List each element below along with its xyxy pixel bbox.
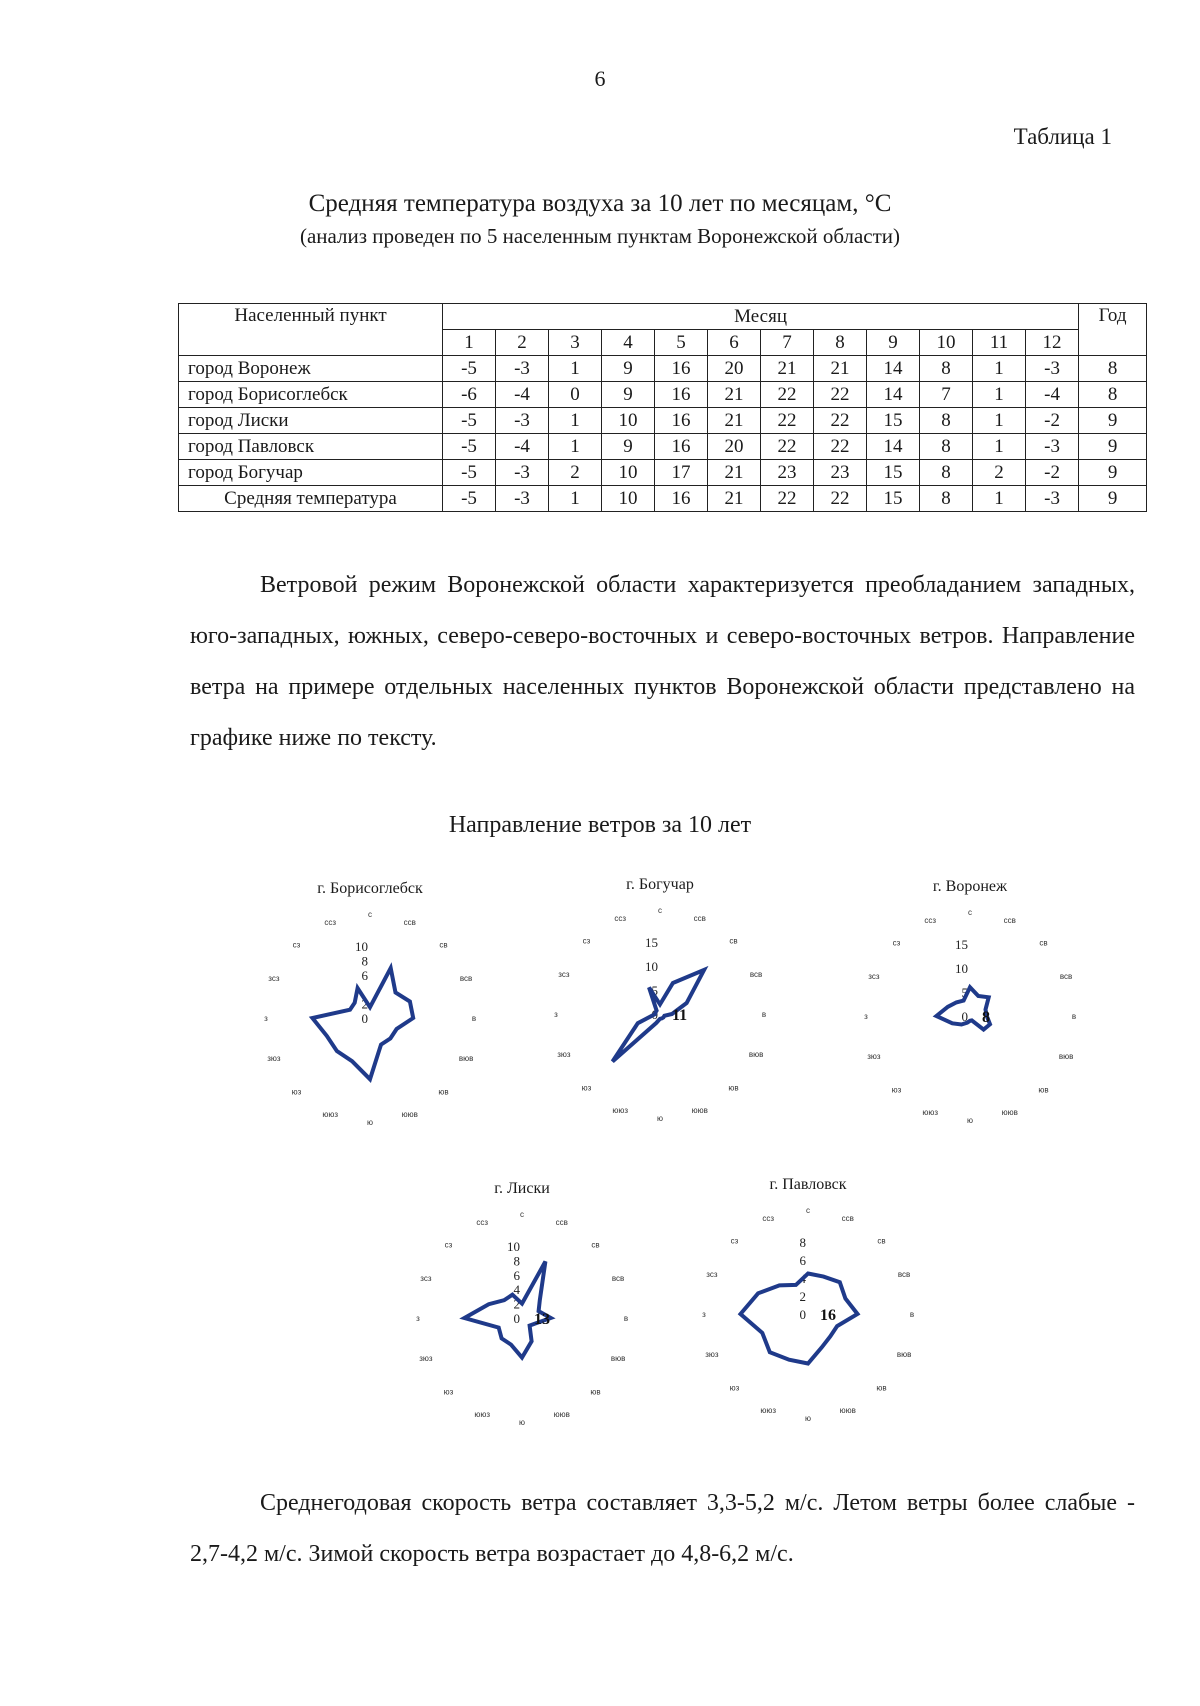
temperature-cell: 1 — [549, 486, 602, 512]
tick-label: 10 — [955, 961, 968, 976]
direction-label: ссв — [555, 1217, 568, 1227]
direction-label: юв — [590, 1387, 601, 1397]
temperature-cell: -4 — [1026, 382, 1079, 408]
calm-value: 16 — [820, 1307, 836, 1324]
temperature-cell: 8 — [920, 408, 973, 434]
roses-title: Направление ветров за 10 лет — [448, 812, 752, 838]
page-number: 6 — [594, 66, 606, 91]
tick-label: 10 — [355, 939, 368, 954]
temperature-cell: 22 — [761, 382, 814, 408]
temperature-cell: 1 — [549, 408, 602, 434]
direction-label: в — [761, 1010, 767, 1019]
table-row — [179, 356, 1147, 382]
month-header-cell: 9 — [867, 330, 920, 356]
temperature-cell: 15 — [867, 408, 920, 434]
temperature-cell: 9 — [602, 434, 655, 460]
temperature-cell: 15 — [867, 460, 920, 486]
temperature-cell: 1 — [549, 356, 602, 382]
direction-label: з — [554, 1010, 558, 1019]
temperature-cell: 16 — [655, 356, 708, 382]
temperature-cell: -3 — [496, 486, 549, 512]
rose-title: г. Лиски — [494, 1180, 550, 1197]
year-cell: 9 — [1079, 460, 1147, 486]
temperature-cell: 8 — [920, 356, 973, 382]
temperature-cell: 8 — [920, 486, 973, 512]
temperature-cell: 22 — [814, 486, 867, 512]
direction-label: ююз — [612, 1106, 629, 1116]
direction-label: в — [1071, 1012, 1077, 1021]
direction-label: юз — [443, 1387, 454, 1397]
direction-label: с — [806, 1206, 810, 1215]
table-label: Таблица 1 — [1013, 124, 1112, 149]
temperature-cell: 7 — [920, 382, 973, 408]
month-header-cell: 1 — [443, 330, 496, 356]
tick-label: 2 — [799, 1289, 806, 1304]
temperature-cell: 8 — [920, 434, 973, 460]
temperature-cell: -3 — [496, 356, 549, 382]
temperature-cell: -3 — [1026, 356, 1079, 382]
direction-label: ю — [657, 1114, 663, 1123]
temperature-table — [178, 303, 1147, 512]
direction-label: св — [1039, 938, 1048, 948]
year-cell: 8 — [1079, 356, 1147, 382]
direction-label: ююз — [922, 1108, 939, 1118]
tick-label: 0 — [799, 1307, 806, 1322]
tick-label: 10 — [507, 1239, 520, 1254]
year-cell: 9 — [1079, 408, 1147, 434]
direction-label: ююв — [839, 1406, 856, 1416]
direction-label: ю — [967, 1116, 973, 1125]
temperature-cell: 14 — [867, 356, 920, 382]
rose-title: г. Богучар — [626, 876, 694, 893]
header-place: Населенный пункт — [179, 304, 443, 356]
tick-label: 5 — [961, 985, 968, 1000]
direction-label: всв — [1059, 972, 1073, 982]
temperature-cell: 2 — [549, 460, 602, 486]
temperature-cell: -3 — [1026, 434, 1079, 460]
direction-label: с — [658, 906, 662, 915]
direction-label: ссз — [614, 913, 627, 923]
temperature-cell: 1 — [973, 382, 1026, 408]
temperature-cell: 20 — [708, 434, 761, 460]
month-header-cell: 12 — [1026, 330, 1079, 356]
direction-label: всв — [459, 974, 473, 984]
direction-label: з — [264, 1014, 268, 1023]
year-cell: 9 — [1079, 434, 1147, 460]
temperature-cell: 0 — [549, 382, 602, 408]
direction-label: с — [968, 908, 972, 917]
direction-label: ююв — [401, 1110, 418, 1120]
table-title: Средняя температура воздуха за 10 лет по месяцам, °С — [308, 190, 892, 217]
temperature-cell: 2 — [973, 460, 1026, 486]
tick-label: 6 — [361, 967, 368, 983]
wind-rose-line — [464, 1262, 550, 1358]
temperature-cell: -2 — [1026, 460, 1079, 486]
direction-label: з — [416, 1314, 420, 1323]
tick-label: 4 — [799, 1271, 806, 1286]
temperature-cell: 16 — [655, 408, 708, 434]
header-year: Год — [1079, 304, 1147, 356]
tick-label: 5 — [651, 983, 658, 998]
temperature-cell: 23 — [814, 460, 867, 486]
direction-label: юз — [729, 1383, 740, 1393]
tick-label: 8 — [361, 953, 368, 969]
direction-label: св — [877, 1236, 886, 1246]
direction-label: ю — [805, 1414, 811, 1423]
direction-label: св — [729, 936, 738, 946]
direction-label: ссв — [1003, 915, 1016, 925]
tick-label: 6 — [799, 1253, 806, 1268]
temperature-cell: 9 — [602, 356, 655, 382]
temperature-cell: 22 — [761, 434, 814, 460]
direction-label: зюз — [267, 1053, 281, 1063]
calm-value: 11 — [672, 1007, 688, 1024]
tick-label: 8 — [513, 1253, 520, 1269]
temperature-cell: 23 — [761, 460, 814, 486]
temperature-cell: -3 — [496, 460, 549, 486]
wind-rose-borisoglebsk — [250, 880, 490, 1130]
tick-label: 10 — [645, 959, 658, 974]
direction-label: ююз — [322, 1110, 339, 1120]
tick-label: 2 — [361, 996, 368, 1012]
direction-label: ююв — [1001, 1108, 1018, 1118]
temperature-cell: 21 — [761, 356, 814, 382]
direction-label: ссв — [693, 913, 706, 923]
rose-title: г. Борисоглебск — [317, 880, 423, 897]
calm-value: 13 — [534, 1311, 550, 1328]
rose-title: г. Воронеж — [932, 878, 1008, 895]
table-average-row — [179, 486, 1147, 512]
direction-label: сз — [292, 940, 301, 950]
place-cell: город Богучар — [179, 460, 443, 486]
direction-label: в — [471, 1014, 477, 1023]
month-header-cell: 7 — [761, 330, 814, 356]
wind-rose-line — [613, 970, 705, 1062]
place-cell: Средняя температура — [179, 486, 443, 512]
direction-label: юв — [1038, 1085, 1049, 1095]
wind-rose-boguchar — [540, 876, 780, 1126]
temperature-cell: 22 — [814, 408, 867, 434]
direction-label: зсз — [706, 1270, 718, 1280]
rose-chart — [688, 1176, 928, 1426]
temperature-cell: 21 — [708, 408, 761, 434]
wind-rose-liski — [402, 1180, 642, 1430]
tick-label: 4 — [513, 1282, 520, 1298]
temperature-cell: -3 — [1026, 486, 1079, 512]
temperature-cell: 1 — [973, 486, 1026, 512]
temperature-cell: 10 — [602, 408, 655, 434]
tick-label: 0 — [361, 1011, 368, 1026]
temperature-cell: 22 — [814, 382, 867, 408]
year-cell: 9 — [1079, 486, 1147, 512]
direction-label: ююв — [691, 1106, 708, 1116]
temperature-cell: 1 — [973, 434, 1026, 460]
temperature-cell: 14 — [867, 434, 920, 460]
temperature-cell: 8 — [920, 460, 973, 486]
table-header-row — [179, 304, 1147, 330]
temperature-cell: 22 — [761, 486, 814, 512]
direction-label: св — [591, 1240, 600, 1250]
temperature-cell: 22 — [814, 434, 867, 460]
direction-label: вюв — [610, 1353, 626, 1363]
month-header-cell: 3 — [549, 330, 602, 356]
month-header-cell: 11 — [973, 330, 1026, 356]
direction-label: юв — [876, 1383, 887, 1393]
direction-label: вюв — [896, 1349, 912, 1359]
paragraph-wind-regime: Ветровой режим Воронежской области характеризуется преобладанием западных, юго-западных, южных, северо-северо-восточных и северо-восточных ветров. Направление ветра на примере отдельных населенных пунктов Воронежской области представлено на графике ниже по тексту. — [190, 572, 1135, 751]
tick-label: 0 — [651, 1007, 658, 1022]
direction-label: в — [623, 1314, 629, 1323]
temperature-cell: -4 — [496, 434, 549, 460]
tick-label: 15 — [645, 935, 658, 950]
direction-label: юз — [581, 1083, 592, 1093]
direction-label: сз — [582, 936, 591, 946]
table-row — [179, 408, 1147, 434]
direction-label: св — [439, 940, 448, 950]
month-header-cell: 5 — [655, 330, 708, 356]
direction-label: ссв — [841, 1213, 854, 1223]
tick-label: 0 — [513, 1311, 520, 1326]
wind-rose-pavlovsk — [688, 1176, 928, 1426]
direction-label: зюз — [867, 1051, 881, 1061]
place-cell: город Лиски — [179, 408, 443, 434]
rose-chart — [250, 880, 490, 1130]
place-cell: город Борисоглебск — [179, 382, 443, 408]
tick-label: 0 — [961, 1009, 968, 1024]
direction-label: юв — [438, 1087, 449, 1097]
temperature-cell: 21 — [708, 382, 761, 408]
direction-label: зюз — [557, 1049, 571, 1059]
table-row — [179, 434, 1147, 460]
temperature-cell: -5 — [443, 408, 496, 434]
direction-label: с — [368, 910, 372, 919]
month-header-cell: 4 — [602, 330, 655, 356]
direction-label: ссз — [476, 1217, 489, 1227]
paragraph-wind-speed: Среднегодовая скорость ветра составляет 3,3-5,2 м/с. Летом ветры более слабые - 2,7-4,2 м/с. Зимой скорость ветра возрастает до 4,8-6,2 м/с. — [190, 1490, 1135, 1567]
temperature-cell: 10 — [602, 460, 655, 486]
temperature-cell: -5 — [443, 486, 496, 512]
direction-label: сз — [892, 938, 901, 948]
table-subtitle: (анализ проведен по 5 населенным пунктам Воронежской области) — [299, 224, 901, 248]
temperature-cell: -5 — [443, 356, 496, 382]
rose-chart — [540, 876, 780, 1126]
temperature-cell: 16 — [655, 486, 708, 512]
wind-rose-voronezh — [850, 878, 1090, 1128]
temperature-cell: 21 — [814, 356, 867, 382]
direction-label: з — [702, 1310, 706, 1319]
direction-label: ссв — [403, 917, 416, 927]
temperature-cell: -6 — [443, 382, 496, 408]
year-cell: 8 — [1079, 382, 1147, 408]
place-cell: город Павловск — [179, 434, 443, 460]
month-header-cell: 2 — [496, 330, 549, 356]
direction-label: всв — [749, 970, 763, 980]
direction-label: сз — [444, 1240, 453, 1250]
direction-label: зсз — [268, 974, 280, 984]
temperature-cell: -3 — [496, 408, 549, 434]
direction-label: всв — [611, 1274, 625, 1284]
direction-label: сз — [730, 1236, 739, 1246]
temperature-cell: 22 — [761, 408, 814, 434]
temperature-cell: 1 — [549, 434, 602, 460]
temperature-cell: 15 — [867, 486, 920, 512]
temperature-cell: 17 — [655, 460, 708, 486]
direction-label: юв — [728, 1083, 739, 1093]
temperature-cell: 10 — [602, 486, 655, 512]
direction-label: вюв — [458, 1053, 474, 1063]
header-month: Месяц — [443, 304, 1079, 330]
direction-label: зсз — [868, 972, 880, 982]
direction-label: ююв — [553, 1410, 570, 1420]
direction-label: зюз — [705, 1349, 719, 1359]
month-header-cell: 8 — [814, 330, 867, 356]
direction-label: ю — [367, 1118, 373, 1127]
temperature-cell: 20 — [708, 356, 761, 382]
temperature-cell: -5 — [443, 460, 496, 486]
table-row — [179, 460, 1147, 486]
direction-label: ю — [519, 1418, 525, 1427]
direction-label: зсз — [558, 970, 570, 980]
rose-chart — [850, 878, 1090, 1128]
temperature-cell: -4 — [496, 382, 549, 408]
direction-label: вюв — [748, 1049, 764, 1059]
tick-label: 6 — [513, 1267, 520, 1283]
temperature-cell: 21 — [708, 486, 761, 512]
table-row — [179, 382, 1147, 408]
direction-label: з — [864, 1012, 868, 1021]
direction-label: юз — [291, 1087, 302, 1097]
temperature-cell: -5 — [443, 434, 496, 460]
temperature-cell: 1 — [973, 356, 1026, 382]
direction-label: зюз — [419, 1353, 433, 1363]
direction-label: юз — [891, 1085, 902, 1095]
temperature-cell: 16 — [655, 434, 708, 460]
rose-chart — [402, 1180, 642, 1430]
direction-label: вюв — [1058, 1051, 1074, 1061]
tick-label: 8 — [799, 1235, 806, 1250]
tick-label: 15 — [955, 937, 968, 952]
temperature-cell: 21 — [708, 460, 761, 486]
direction-label: ссз — [324, 917, 337, 927]
rose-title: г. Павловск — [769, 1176, 847, 1193]
month-header-cell: 6 — [708, 330, 761, 356]
temperature-cell: 9 — [602, 382, 655, 408]
direction-label: всв — [897, 1270, 911, 1280]
month-header-cell: 10 — [920, 330, 973, 356]
temperature-cell: 16 — [655, 382, 708, 408]
direction-label: ююз — [760, 1406, 777, 1416]
direction-label: ссз — [762, 1213, 775, 1223]
calm-value: 8 — [982, 1009, 990, 1026]
direction-label: в — [909, 1310, 915, 1319]
direction-label: ююз — [474, 1410, 491, 1420]
direction-label: зсз — [420, 1274, 432, 1284]
temperature-cell: 14 — [867, 382, 920, 408]
direction-label: с — [520, 1210, 524, 1219]
temperature-cell: 1 — [973, 408, 1026, 434]
tick-label: 2 — [513, 1296, 520, 1312]
place-cell: город Воронеж — [179, 356, 443, 382]
temperature-cell: -2 — [1026, 408, 1079, 434]
direction-label: ссз — [924, 915, 937, 925]
